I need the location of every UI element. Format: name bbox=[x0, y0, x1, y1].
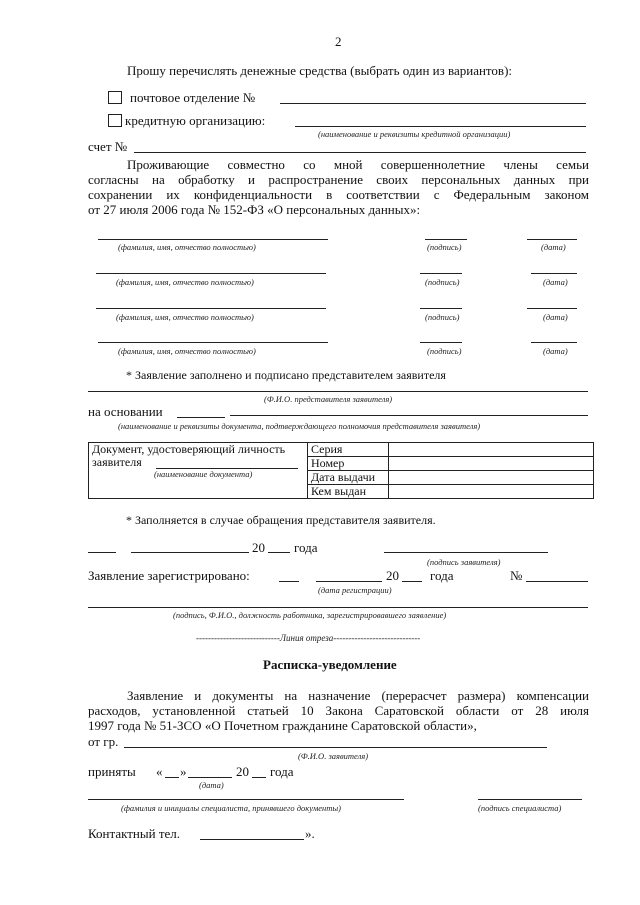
member-fio-line[interactable] bbox=[96, 273, 326, 274]
member-fio-caption: (фамилия, имя, отчество полностью) bbox=[118, 242, 256, 252]
registration-month-line[interactable] bbox=[316, 581, 382, 582]
member-date-line[interactable] bbox=[531, 342, 577, 343]
member-fio-caption: (фамилия, имя, отчество полностью) bbox=[116, 277, 254, 287]
registration-number-line[interactable] bbox=[526, 581, 588, 582]
credit-org-line[interactable] bbox=[295, 126, 586, 127]
specialist-sign-caption: (подпись специалиста) bbox=[478, 803, 562, 813]
id-document-caption: (наименование документа) bbox=[154, 469, 253, 479]
accepted-year-line[interactable] bbox=[252, 777, 266, 778]
member-fio-line[interactable] bbox=[98, 239, 328, 240]
account-line[interactable] bbox=[134, 152, 586, 153]
staff-line[interactable] bbox=[88, 607, 588, 608]
consent-line-2: согласны на обработку и распространение своих персональных данных при bbox=[88, 172, 589, 187]
registration-year-prefix: 20 bbox=[386, 568, 399, 583]
member-sign-line[interactable] bbox=[420, 308, 462, 309]
id-issue-date-value[interactable] bbox=[389, 471, 594, 485]
member-date-caption: (дата) bbox=[541, 242, 566, 252]
year-prefix: 20 bbox=[252, 540, 265, 555]
accepted-label: приняты bbox=[88, 764, 136, 779]
member-fio-caption: (фамилия, имя, отчество полностью) bbox=[116, 312, 254, 322]
id-issued-by-value[interactable] bbox=[389, 485, 594, 499]
id-document-table bbox=[88, 442, 594, 499]
id-number-value[interactable] bbox=[389, 457, 594, 471]
basis-line-short[interactable] bbox=[177, 417, 225, 418]
registration-year-word: года bbox=[430, 568, 454, 583]
post-office-checkbox[interactable] bbox=[108, 91, 122, 104]
member-date-caption: (дата) bbox=[543, 312, 568, 322]
quote-close: » bbox=[180, 764, 187, 779]
receipt-line-2: расходов, установленной статьей 10 Закона Саратовской области от 28 июля bbox=[88, 703, 589, 718]
quote-open: « bbox=[156, 764, 163, 779]
member-sign-line[interactable] bbox=[420, 342, 462, 343]
member-sign-caption: (подпись) bbox=[425, 312, 460, 322]
from-label: от гр. bbox=[88, 734, 119, 749]
contact-phone-line[interactable] bbox=[200, 839, 304, 840]
representative-note: * Заявление заполнено и подписано представителем заявителя bbox=[126, 368, 446, 382]
member-fio-line[interactable] bbox=[98, 342, 328, 343]
member-date-line[interactable] bbox=[527, 308, 577, 309]
id-document-name-line[interactable] bbox=[156, 468, 298, 469]
id-document-label-2: заявителя bbox=[92, 455, 142, 469]
specialist-name-line[interactable] bbox=[88, 799, 404, 800]
member-fio-line[interactable] bbox=[96, 308, 326, 309]
accepted-year-prefix: 20 bbox=[236, 764, 249, 779]
member-sign-line[interactable] bbox=[420, 273, 462, 274]
basis-line-long[interactable] bbox=[230, 415, 588, 416]
account-label: счет № bbox=[88, 139, 128, 154]
cut-line: ----------------------------Линия отреза----------------------------- bbox=[196, 633, 421, 643]
member-sign-caption: (подпись) bbox=[427, 346, 462, 356]
consent-line-3: сохранении их конфиденциальности в соответствии с Федеральным законом bbox=[88, 187, 589, 202]
receipt-line-1: Заявление и документы на назначение (перерасчет размера) компенсации bbox=[127, 688, 589, 703]
accepted-day-line[interactable] bbox=[165, 777, 179, 778]
member-date-caption: (дата) bbox=[543, 346, 568, 356]
consent-line-4: от 27 июля 2006 года № 152-ФЗ «О персональных данных»: bbox=[88, 202, 421, 217]
year-line[interactable] bbox=[268, 552, 290, 553]
accepted-date-caption: (дата) bbox=[199, 780, 224, 790]
from-fio-caption: (Ф.И.О. заявителя) bbox=[298, 751, 369, 761]
member-sign-caption: (подпись) bbox=[425, 277, 460, 287]
credit-org-checkbox[interactable] bbox=[108, 114, 122, 127]
registration-number-sign: № bbox=[510, 568, 523, 583]
payment-intro: Прошу перечислять денежные средства (выбрать один из вариантов): bbox=[127, 63, 513, 78]
basis-caption: (наименование и реквизиты документа, подтверждающего полномочия представителя заявителя) bbox=[118, 421, 481, 431]
representative-note-2: * Заполняется в случае обращения представителя заявителя. bbox=[126, 513, 436, 527]
contact-label: Контактный тел. bbox=[88, 826, 181, 841]
id-series-label: Серия bbox=[308, 443, 389, 457]
member-sign-caption: (подпись) bbox=[427, 242, 462, 252]
post-office-number-line[interactable] bbox=[280, 103, 586, 104]
id-issue-date-label: Дата выдачи bbox=[308, 471, 389, 485]
applicant-sign-line[interactable] bbox=[384, 552, 548, 553]
id-issued-by-label: Кем выдан bbox=[308, 485, 389, 499]
basis-label: на основании bbox=[88, 404, 163, 419]
member-date-caption: (дата) bbox=[543, 277, 568, 287]
accepted-month-line[interactable] bbox=[188, 777, 232, 778]
id-document-label-1: Документ, удостоверяющий личность bbox=[92, 442, 286, 456]
contact-end: ». bbox=[305, 826, 315, 841]
registration-date-caption: (дата регистрации) bbox=[318, 585, 392, 595]
month-line[interactable] bbox=[131, 552, 249, 553]
member-sign-line[interactable] bbox=[425, 239, 467, 240]
post-office-label: почтовое отделение № bbox=[130, 90, 256, 105]
registration-day-line[interactable] bbox=[279, 581, 299, 582]
credit-org-label: кредитную организацию: bbox=[125, 113, 266, 128]
specialist-name-caption: (фамилия и инициалы специалиста, принявшего документы) bbox=[121, 803, 341, 813]
from-fio-line[interactable] bbox=[124, 747, 547, 748]
specialist-sign-line[interactable] bbox=[478, 799, 582, 800]
registration-year-line[interactable] bbox=[402, 581, 422, 582]
page-number: 2 bbox=[335, 34, 342, 49]
applicant-sign-caption: (подпись заявителя) bbox=[427, 557, 501, 567]
accepted-year-word: года bbox=[270, 764, 294, 779]
representative-fio-caption: (Ф.И.О. представителя заявителя) bbox=[264, 394, 393, 404]
receipt-line-3: 1997 года № 51-ЗСО «О Почетном гражданине Саратовской области», bbox=[88, 718, 477, 733]
registration-label: Заявление зарегистрировано: bbox=[88, 568, 250, 583]
representative-fio-line[interactable] bbox=[88, 391, 588, 392]
consent-line-1: Проживающие совместно со мной совершеннолетние члены семьи bbox=[127, 157, 589, 172]
id-series-value[interactable] bbox=[389, 443, 594, 457]
member-date-line[interactable] bbox=[531, 273, 577, 274]
day-line[interactable] bbox=[88, 552, 116, 553]
id-number-label: Номер bbox=[308, 457, 389, 471]
receipt-title: Расписка-уведомление bbox=[263, 657, 397, 672]
year-word: года bbox=[294, 540, 318, 555]
staff-caption: (подпись, Ф.И.О., должность работника, зарегистрировавшего заявление) bbox=[173, 610, 447, 620]
credit-org-caption: (наименование и реквизиты кредитной организации) bbox=[318, 129, 511, 139]
id-document-cell bbox=[89, 443, 308, 499]
member-fio-caption: (фамилия, имя, отчество полностью) bbox=[118, 346, 256, 356]
member-date-line[interactable] bbox=[527, 239, 577, 240]
